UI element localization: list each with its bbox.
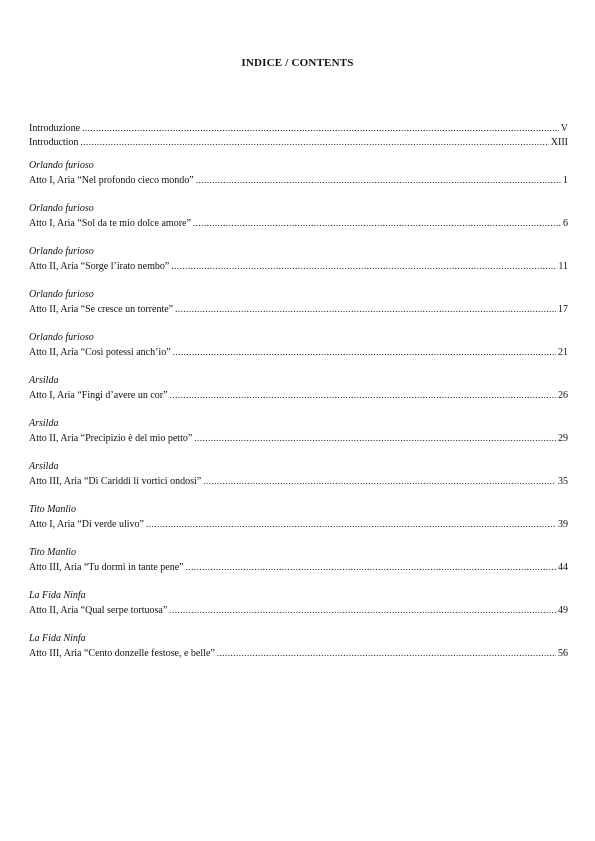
work-title: Orlando furioso: [29, 289, 94, 300]
dot-leader: [171, 259, 556, 273]
work-title: Arsilda: [29, 375, 59, 386]
toc-line[interactable]: [29, 646, 568, 660]
toc-page-number: 26: [558, 390, 568, 401]
toc-page-number: XIII: [550, 137, 568, 148]
toc-line-introduction[interactable]: [29, 135, 568, 149]
dot-leader: [196, 173, 561, 187]
toc-line[interactable]: [29, 388, 568, 402]
toc-entry: [29, 589, 568, 617]
toc-entry: [29, 374, 568, 402]
toc-line[interactable]: [29, 216, 568, 230]
work-title: Orlando furioso: [29, 246, 94, 257]
toc-page-number: 35: [558, 476, 568, 487]
dot-leader: [146, 517, 556, 531]
toc-line[interactable]: [29, 474, 568, 488]
toc-entry: [29, 632, 568, 660]
dot-leader: [82, 121, 559, 135]
toc-label: Introduction: [29, 137, 79, 148]
toc-page-number: 21: [558, 347, 568, 358]
work-title: La Fida Ninfa: [29, 633, 86, 644]
toc-entry: [29, 288, 568, 316]
toc-label: Atto I, Aria “Fingi d’avere un cor”: [29, 390, 168, 401]
toc-page-number: 11: [558, 261, 568, 272]
toc-label: Atto II, Aria “Qual serpe tortuosa”: [29, 605, 168, 616]
toc-line[interactable]: [29, 259, 568, 273]
page-title: INDICE / CONTENTS: [241, 57, 354, 69]
toc-line[interactable]: [29, 173, 568, 187]
dot-leader: [173, 345, 556, 359]
toc-line[interactable]: [29, 560, 568, 574]
toc-entry: [29, 503, 568, 531]
dot-leader: [203, 474, 556, 488]
dot-leader: [217, 646, 556, 660]
dot-leader: [170, 388, 556, 402]
toc-line-introduzione[interactable]: [29, 121, 568, 135]
toc-page-number: 44: [558, 562, 568, 573]
intro-block: [29, 121, 568, 149]
dot-leader: [194, 431, 556, 445]
toc-line[interactable]: [29, 431, 568, 445]
toc-label: Atto III, Aria “Di Cariddi li vortici ondosi”: [29, 476, 202, 487]
toc-page-number: 29: [558, 433, 568, 444]
dot-leader: [80, 135, 548, 149]
table-of-contents: [29, 121, 568, 675]
toc-entry: [29, 331, 568, 359]
toc-line[interactable]: [29, 603, 568, 617]
toc-page-number: 17: [558, 304, 568, 315]
toc-label: Atto II, Aria “Precipizio è del mio petto”: [29, 433, 193, 444]
toc-line[interactable]: [29, 517, 568, 531]
toc-label: Atto III, Aria “Tu dormi in tante pene”: [29, 562, 184, 573]
toc-label: Atto I, Aria “Di verde ulivo”: [29, 519, 144, 530]
toc-page-number: 39: [558, 519, 568, 530]
work-title: La Fida Ninfa: [29, 590, 86, 601]
toc-label: Atto I, Aria “Sol da te mio dolce amore”: [29, 218, 191, 229]
work-title: Orlando furioso: [29, 332, 94, 343]
toc-entry: [29, 202, 568, 230]
toc-line[interactable]: [29, 345, 568, 359]
toc-page-number: 6: [563, 218, 568, 229]
work-title: Tito Manlio: [29, 504, 76, 515]
toc-page-number: 56: [558, 648, 568, 659]
toc-entry: [29, 460, 568, 488]
toc-label: Atto I, Aria “Nel profondo cieco mondo”: [29, 175, 194, 186]
toc-page-number: 1: [563, 175, 568, 186]
toc-line[interactable]: [29, 302, 568, 316]
work-title: Orlando furioso: [29, 203, 94, 214]
dot-leader: [193, 216, 561, 230]
toc-entry: [29, 417, 568, 445]
toc-page-number: V: [560, 123, 568, 134]
work-title: Tito Manlio: [29, 547, 76, 558]
work-title: Arsilda: [29, 461, 59, 472]
work-title: Arsilda: [29, 418, 59, 429]
toc-entry: [29, 245, 568, 273]
toc-page-number: 49: [558, 605, 568, 616]
toc-label: Atto II, Aria “Sorge l’irato nembo”: [29, 261, 170, 272]
toc-label: Introduzione: [29, 123, 81, 134]
toc-label: Atto II, Aria “Così potessi anch’io”: [29, 347, 171, 358]
dot-leader: [186, 560, 556, 574]
toc-label: Atto III, Aria “Cento donzelle festose, e belle”: [29, 648, 215, 659]
toc-entry: [29, 546, 568, 574]
toc-label: Atto II, Aria “Se cresce un torrente”: [29, 304, 174, 315]
dot-leader: [175, 302, 556, 316]
toc-entry: [29, 159, 568, 187]
work-title: Orlando furioso: [29, 160, 94, 171]
dot-leader: [169, 603, 556, 617]
